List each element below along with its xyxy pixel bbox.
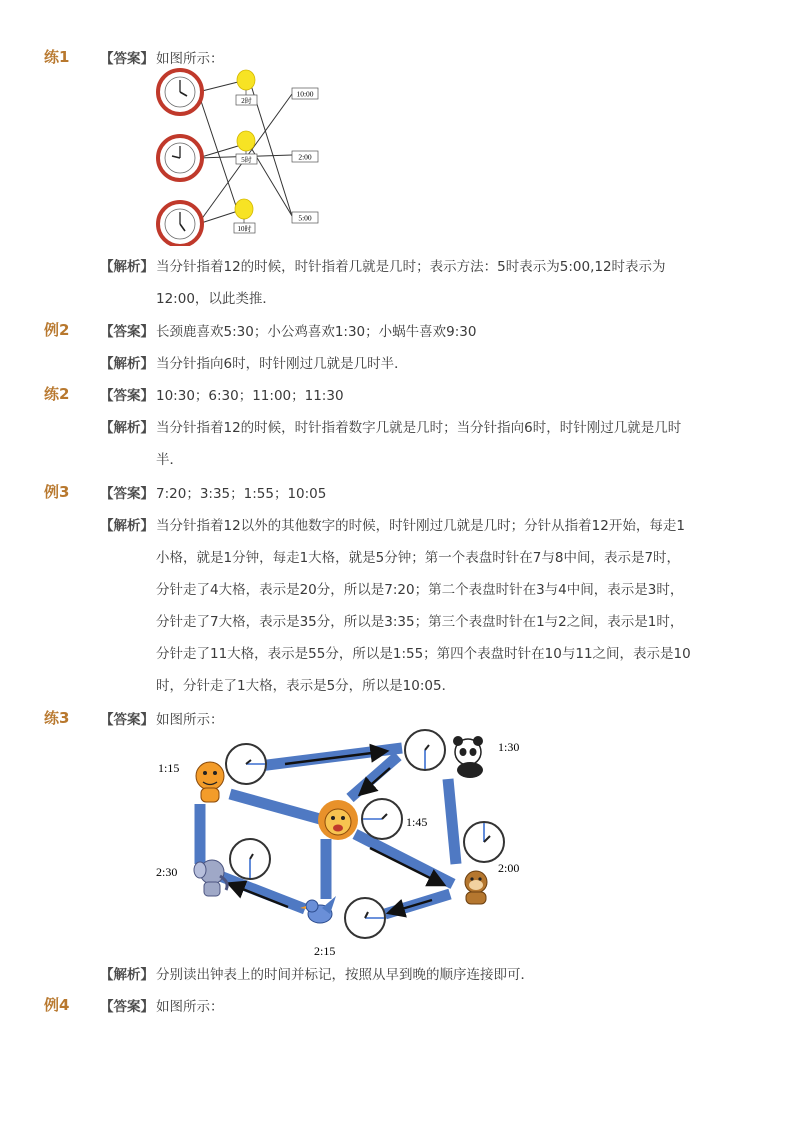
analysis-tag: 【解析】 (100, 356, 154, 372)
section-label: 练3 (44, 709, 70, 727)
answer-text: 如图所示： (156, 51, 224, 67)
time-label: 1:45 (406, 815, 428, 829)
time-label: 2:30 (156, 865, 178, 879)
time-box: 2:00 (298, 152, 312, 162)
analysis-line: 当分针指着12以外的其他数字的时候，时针刚过几就是几时；分针从指着12开始，每走1 (156, 518, 685, 534)
answer-text: 如图所示： (156, 712, 224, 728)
analysis-line: 分针走了4大格，表示是20分，所以是7:20；第二个表盘时针在3与4中间，表示是3时， (156, 582, 684, 598)
answer-tag: 【答案】 (100, 51, 154, 67)
clock-icon (405, 730, 445, 770)
analysis-line: 分针走了11大格，表示是55分，所以是1:55；第四个表盘时针在10与11之间，表示是10 (156, 646, 691, 662)
svg-text:2时: 2时 (241, 97, 252, 105)
time-box: 5:00 (298, 213, 312, 223)
balloon-icon (236, 70, 257, 105)
analysis-tag: 【解析】 (100, 259, 154, 275)
elephant-icon (194, 860, 227, 896)
answer-text: 长颈鹿喜欢5:30；小公鸡喜欢1:30；小蜗牛喜欢9:30 (156, 324, 477, 340)
analysis-line: 当分针指着12的时候，时针指着几就是几时；表示方法：5时表示为5:00,12时表示为 (156, 259, 666, 275)
answer-text: 如图所示： (156, 999, 224, 1015)
section-label: 练1 (44, 48, 70, 66)
answer-tag: 【答案】 (100, 712, 154, 728)
balloon-icon (234, 199, 255, 233)
svg-text:5时: 5时 (241, 156, 252, 164)
analysis-tag: 【解析】 (100, 518, 154, 534)
section-label: 练2 (44, 385, 70, 403)
bird-icon (300, 896, 336, 923)
section-label: 例3 (44, 483, 70, 501)
monkey-icon (465, 871, 487, 904)
analysis-line: 分别读出钟表上的时间并标记，按照从早到晚的顺序连接即可． (156, 967, 534, 983)
time-label: 1:15 (158, 761, 180, 775)
clock-icon (158, 70, 202, 114)
section-label: 例2 (44, 321, 70, 339)
section-label: 例4 (44, 996, 70, 1014)
time-box: 10:00 (296, 89, 314, 99)
answer-tag: 【答案】 (100, 999, 154, 1015)
analysis-line: 半． (156, 452, 183, 468)
answer-tag: 【答案】 (100, 486, 154, 502)
time-label: 2:15 (314, 944, 336, 958)
clock-icon (226, 744, 266, 784)
answer-text: 7:20；3:35；1:55；10:05 (156, 486, 327, 502)
panda-icon (453, 736, 483, 778)
clock-matching-figure (150, 66, 330, 246)
time-label: 2:00 (498, 861, 520, 875)
analysis-tag: 【解析】 (100, 967, 154, 983)
clock-icon (345, 898, 385, 938)
analysis-line: 12:00，以此类推． (156, 291, 276, 307)
analysis-line: 分针走了7大格，表示是35分，所以是3:35；第三个表盘时针在1与2之间，表示是1时， (156, 614, 684, 630)
analysis-line: 当分针指着12的时候，时针指着数字几就是几时；当分针指向6时，时针刚过几就是几时 (156, 420, 682, 436)
clock-icon (158, 136, 202, 180)
analysis-line: 当分针指向6时，时针刚过几就是几时半． (156, 356, 408, 372)
analysis-line: 时，分针走了1大格，表示是5分，所以是10:05． (156, 678, 456, 694)
svg-text:10时: 10时 (237, 225, 252, 233)
clock-icon (230, 839, 270, 879)
answer-text: 10:30；6:30；11:00；11:30 (156, 388, 344, 404)
answer-tag: 【答案】 (100, 388, 154, 404)
clock-icon (362, 799, 402, 839)
analysis-tag: 【解析】 (100, 420, 154, 436)
tiger-icon (196, 762, 224, 802)
analysis-line: 小格，就是1分钟，每走1大格，就是5分钟；第一个表盘时针在7与8中间，表示是7时， (156, 550, 681, 566)
animal-clock-figure (150, 724, 540, 960)
clock-icon (158, 202, 202, 246)
clock-icon (464, 822, 504, 862)
time-label: 1:30 (498, 740, 520, 754)
lion-icon (318, 800, 358, 840)
answer-tag: 【答案】 (100, 324, 154, 340)
